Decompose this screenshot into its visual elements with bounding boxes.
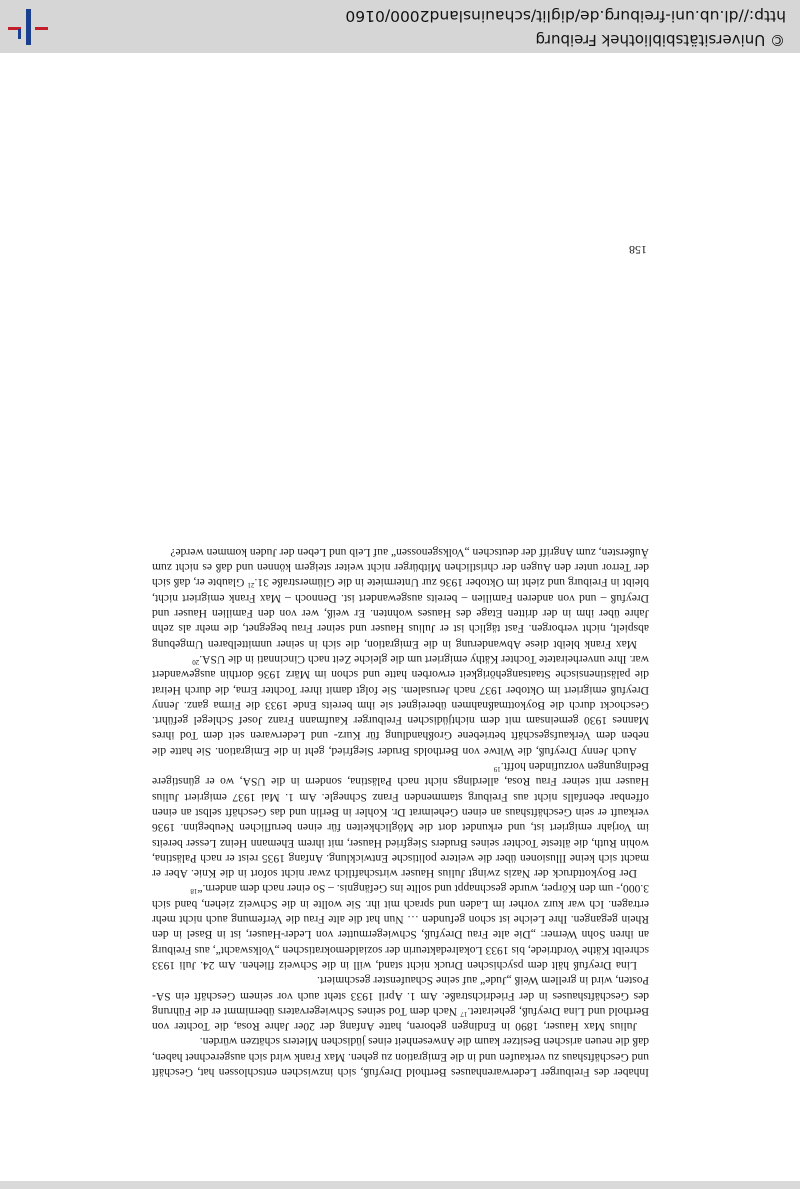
footnote-marker: 20 xyxy=(192,657,200,666)
paragraph-text-continued: Nach dem Tod seines Schwiegervaters übernimmt er die Führung des Geschäftshauses in der Friedrichstraße. Am 1. April 1933 steht auch vor seinem Geschäft ein SA-Posten, wird in grellem Weiß „Jude“ auf seine Schaufenster geschmiert. xyxy=(152,974,649,1017)
copyright-notice: © Universitätsbibliothek Freiburg xyxy=(535,31,785,49)
paragraph-text: Inhaber des Freiburger Lederwarenhauses Berthold Dreyfuß, sich inzwischen entschlossen hat, Geschäft und Geschäftshaus zu verkaufen und in die Emigration zu gehen. Max Frank wird sich ausgerechnet haben, daß die neuen arischen Besitzer kaum die Anwesenheit eines jüdischen Mieters schätzen würden. xyxy=(152,1035,649,1078)
bottom-frame-strip xyxy=(0,1181,800,1189)
library-header xyxy=(0,0,800,53)
paragraph xyxy=(152,1033,649,1079)
page-number: 158 xyxy=(629,243,647,257)
paragraph-text: Julius Max Hauser, 1890 in Endingen geboren, hatte Anfang der 20er Jahre Rosa, die Tochter von Berthold und Lina Dreyfuß, geheiratet. xyxy=(152,1004,649,1033)
university-library-logo xyxy=(6,9,48,45)
logo-bar-left xyxy=(35,27,48,30)
paragraph-text: Auch Jenny Dreyfuß, die Witwe von Bertholds Bruder Siegfried, geht in die Emigration. Sie hatte die neben dem Verkaufsgeschäft betriebene Großhandlung für Kurz- und Lederwaren seit dem Tod ihres Mannes 1930 gemeinsam mit dem nichtjüdischen Freiburger Kaufmann Franz Josef Schlegel geführt. Geschockt durch die Boykottmaßnahmen übereignet sie ihm bereits Ende 1933 die Firma ganz. Jenny Dreyfuß emigriert im Oktober 1937 nach Jerusalem. Sie folgt damit ihrer Tochter Erna, die durch Heirat die palästinensische Staatsangehörigkeit erworben hatte und schon im März 1936 dorthin ausgewandert war. Ihre unverheiratete Tochter Käthy emigriert um die gleiche Zeit nach Cincinnati in die USA. xyxy=(152,652,649,757)
paragraph xyxy=(152,758,649,880)
footnote-marker: 17 xyxy=(460,1009,468,1018)
paragraph xyxy=(152,544,649,651)
footnote-marker: 21 xyxy=(247,581,255,590)
logo-bar-center xyxy=(26,9,31,45)
paragraph-text: Der Boykottdruck der Nazis zwingt Julius Hauser wirtschaftlich zwar nicht sofort in die Knie. Aber er macht sich keine Illusionen über die weitere politische Entwicklung. Anfang 1935 reist er nach Palästina, wohin Ruth, die älteste Tochter seines Bruders Siegfried Hauser, mit ihrem Ehemann Heinz Lesser bereits im Vorjahr emigriert ist, und erkundet dort die Möglichkeiten für einen beruflichen Neubeginn. 1936 verkauft er sein Geschäftshaus an einen Geheimrat Dr. Kohler in Berlin und das Geschäft selbst an einen offenbar ebenfalls nicht aus Freiburg stammenden Franz Schnegle. Am 1. Mai 1937 emigriert Julius Hauser mit seiner Frau Rosa, allerdings nicht nach Palästina, sondern in die USA, wo er günstigere Bedingungen vorzufinden hofft. xyxy=(152,760,649,880)
footnote-marker: 18 xyxy=(190,887,198,896)
paragraph-text-continued: Glaubte er, daß sich der Terror unter den Augen der christlichen Mitbürger nicht weiter steigern können und daß es nicht zum Äußersten, zum Angriff der deutschen „Volksgenossen“ auf Leib und Leben der Juden kommen werde? xyxy=(151,545,649,589)
paragraph-text: Lina Dreyfuß hält dem psychischen Druck nicht stand, will in die Schweiz fliehen. Am 24. Juli 1933 schreibt Käthe Vordtriede, bis 1933 Lokalredakteurin der sozialdemokratischen „Volkswacht“, aus Freiburg an ihren Sohn Werner: „Die alte Frau Dreyfuß, Schwiegermutter von Leder-Hauser, ist in Basel in den Rhein gegangen. Ihre Leiche ist schon gefunden … Nun hat die alte Frau die Verfemung auch nicht mehr ertragen. Ich war kurz vorher im Laden und sprach mit ihr. Sie wollte in die Schweiz ziehen, band sich 3.000,- um den Körper, wurde geschnappt und sollte ins Gefängnis. – So einer nach dem andern.“ xyxy=(152,882,649,971)
paragraph-text: Max Frank bleibt diese Abwanderung in die Emigration, die sich in seiner unmittelbaren Umgebung abspielt, nicht verborgen. Fast täglich ist er Julius Hauser und seiner Frau begegnet, die mehr als zehn Jahre über ihm in der dritten Etage des Hauses wohnten. Er weiß, wer von den Familien Hauser und Dreyfuß – und von anderen Familien – bereits ausgewandert ist. Dennoch – Max Frank emigriert nicht, bleibt in Freiburg und zieht im Oktober 1936 zur Untermiete in die Glümerstraße 31. xyxy=(152,576,649,650)
article-text xyxy=(152,544,649,1079)
source-url[interactable]: http://dl.ub.uni-freiburg.de/diglit/schauinsland2000/0160 xyxy=(345,7,786,25)
footnote-marker: 19 xyxy=(493,765,501,774)
paragraph xyxy=(152,880,649,972)
paragraph xyxy=(152,651,649,758)
logo-bar-top xyxy=(18,29,21,39)
paragraph xyxy=(152,972,649,1033)
